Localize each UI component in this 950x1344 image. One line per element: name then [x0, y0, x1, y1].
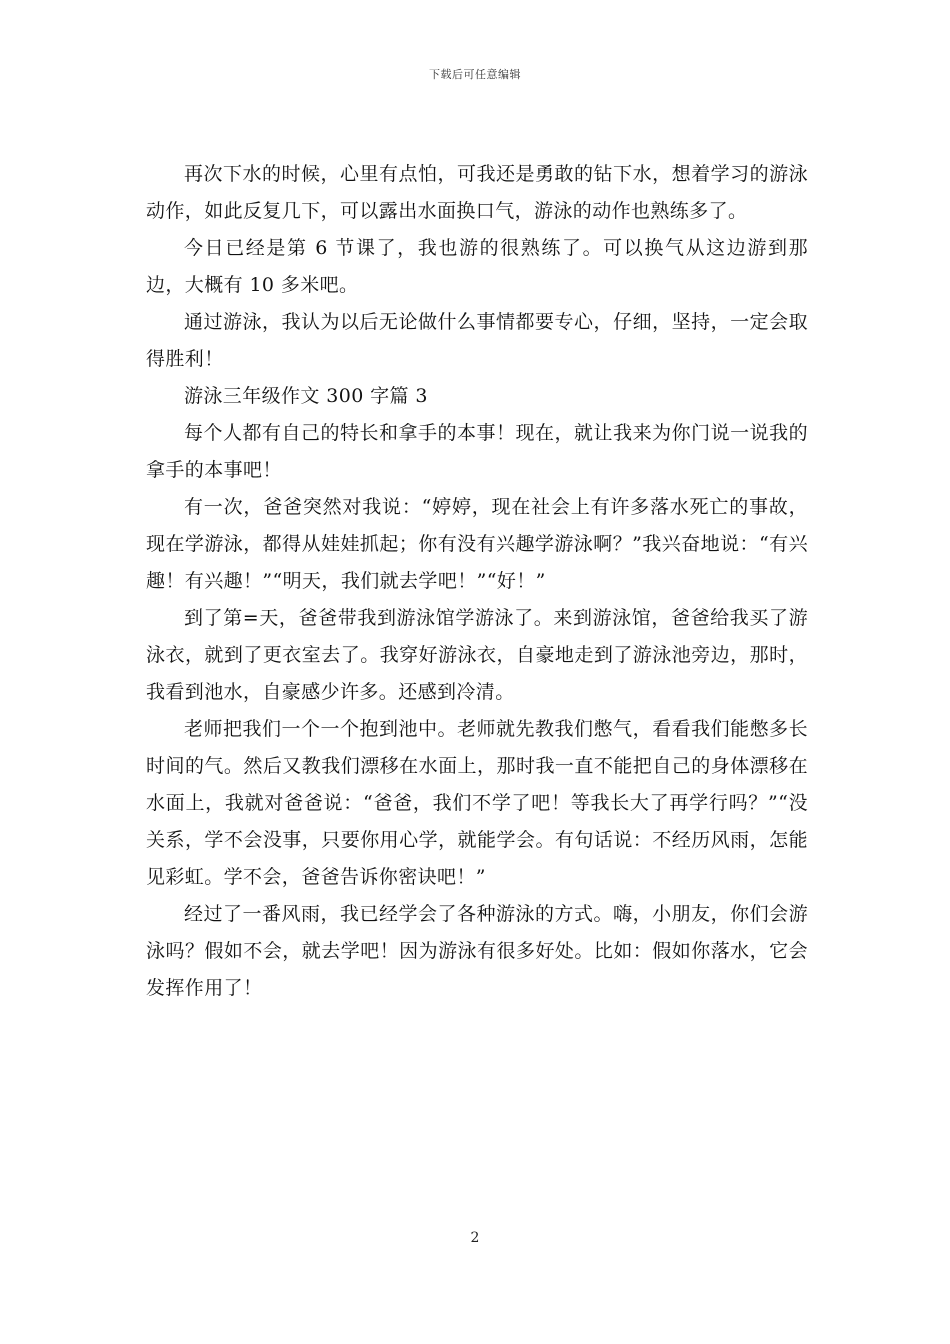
page-number: 2 [470, 1230, 480, 1246]
paragraph: 今日已经是第 6 节课了，我也游的很熟练了。可以换气从这边游到那边，大概有 10 多米吧。 [146, 237, 808, 296]
paragraph: 有一次，爸爸突然对我说：“婷婷，现在社会上有许多落水死亡的事故，现在学游泳，都得从娃娃抓起；你有没有兴趣学游泳啊？”我兴奋地说：“有兴趣！有兴趣！”“明天，我们就去学吧！”“好！” [146, 496, 808, 592]
paragraph: 再次下水的时候，心里有点怕，可我还是勇敢的钻下水，想着学习的游泳动作，如此反复几下，可以露出水面换口气，游泳的动作也熟练多了。 [146, 163, 808, 222]
paragraph: 到了第=天，爸爸带我到游泳馆学游泳了。来到游泳馆，爸爸给我买了游泳衣，就到了更衣室去了。我穿好游泳衣，自豪地走到了游泳池旁边，那时，我看到池水，自豪感少许多。还感到冷清。 [146, 607, 808, 703]
page-header: 下载后可任意编辑 [429, 68, 521, 81]
paragraph: 每个人都有自己的特长和拿手的本事！现在，就让我来为你门说一说我的拿手的本事吧！ [146, 422, 808, 481]
document-body [146, 156, 808, 1007]
paragraph: 老师把我们一个一个抱到池中。老师就先教我们憋气，看看我们能憋多长时间的气。然后又教我们漂移在水面上，那时我一直不能把自己的身体漂移在水面上，我就对爸爸说：“爸爸，我们不学了吧！等我长大了再学行吗？”“没关系，学不会没事，只要你用心学，就能学会。有句话说：不经历风雨，怎能见彩虹。学不会，爸爸告诉你密诀吧！” [146, 718, 808, 888]
paragraph: 通过游泳，我认为以后无论做什么事情都要专心，仔细，坚持，一定会取得胜利！ [146, 311, 808, 370]
paragraph: 经过了一番风雨，我已经学会了各种游泳的方式。嗨，小朋友，你们会游泳吗？假如不会，就去学吧！因为游泳有很多好处。比如：假如你落水，它会发挥作用了！ [146, 903, 808, 999]
section-heading: 游泳三年级作文 300 字篇 3 [184, 385, 428, 407]
